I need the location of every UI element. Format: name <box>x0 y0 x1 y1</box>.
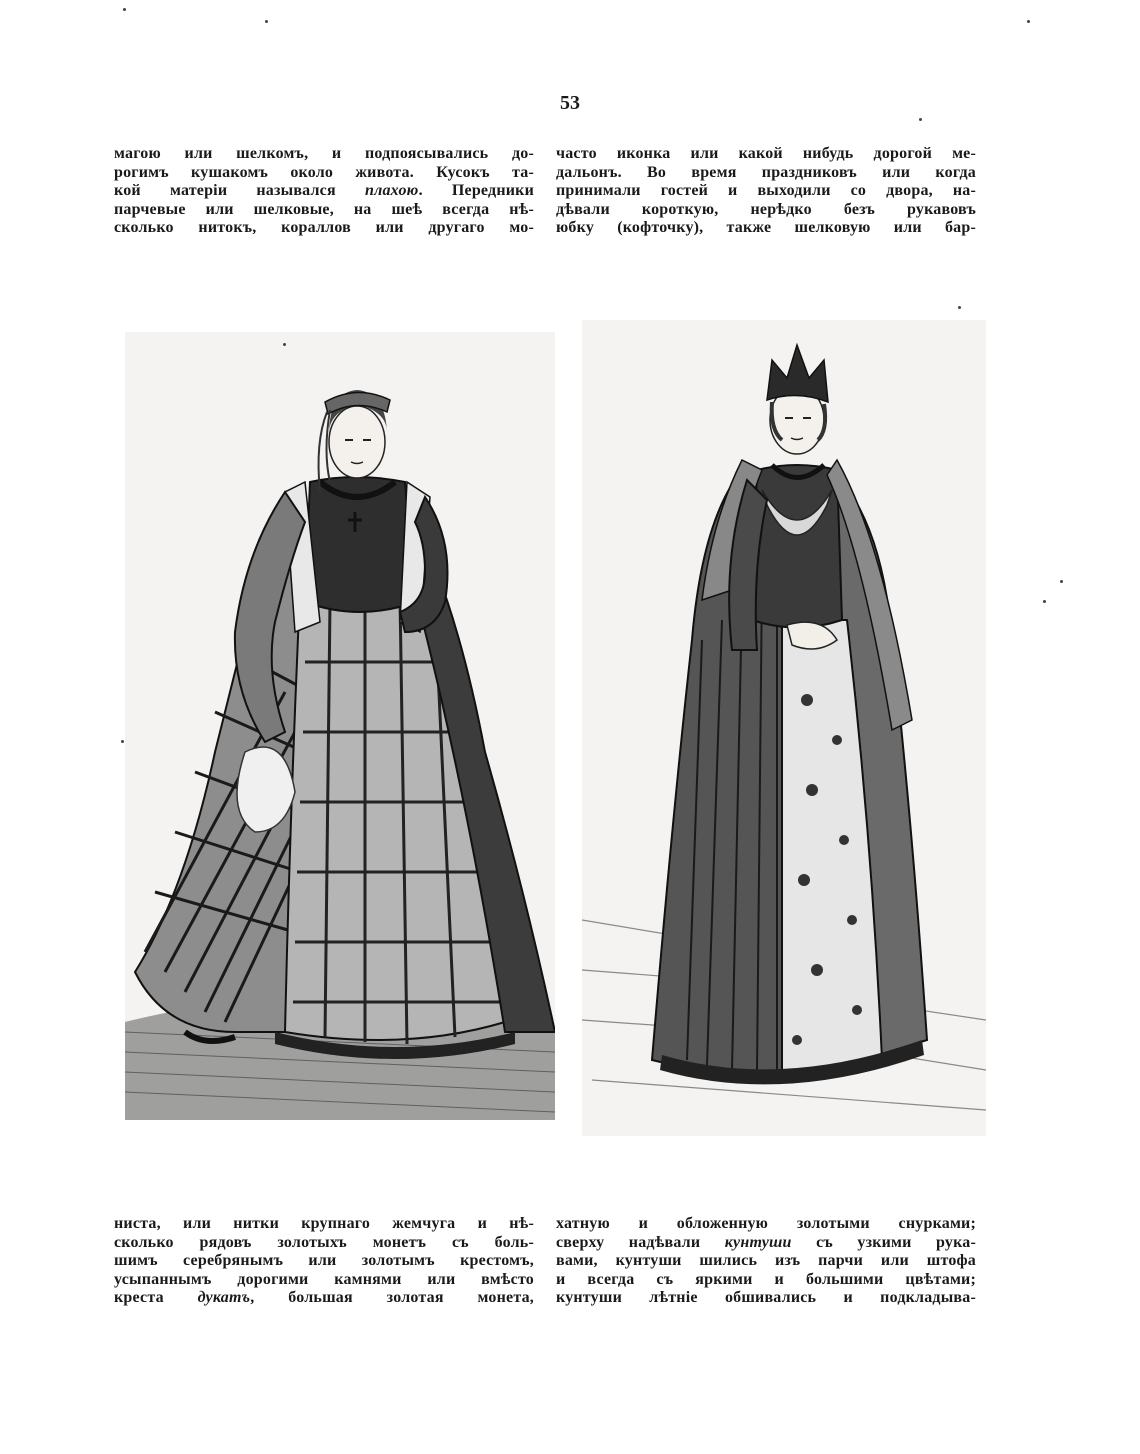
text-line <box>114 1289 534 1308</box>
text-column-bottom-left <box>114 1215 534 1308</box>
text-column-top-right <box>556 145 976 238</box>
text-line: и всегда съ яркими и большими цвѣтами; <box>556 1270 976 1288</box>
text-fragment: , большая золотая монета, <box>250 1289 534 1307</box>
text-line: магою или шелкомъ, и подпоясывались до- <box>114 145 534 162</box>
face <box>329 406 385 478</box>
scan-speck <box>121 740 124 743</box>
italic-term: кунтуши <box>724 1233 792 1251</box>
text-line: рогимъ кушакомъ около живота. Кусокъ та- <box>114 163 534 181</box>
scan-speck <box>958 306 961 309</box>
text-line: парчевые или шелковые, на шеѣ всегда нѣ- <box>114 200 534 218</box>
scan-speck <box>919 118 922 121</box>
engraving-right-svg <box>582 320 986 1136</box>
engraving-left-svg <box>125 332 555 1120</box>
text-line: сколько рядовъ золотыхъ монетъ съ боль- <box>114 1233 534 1251</box>
text-line: вами, кунтуши шились изъ парчи или штофа <box>556 1252 976 1270</box>
text-line: дѣвали короткую, нерѣдко безъ рукавовъ <box>556 200 976 218</box>
text-fragment: сверху надѣвали <box>556 1233 725 1251</box>
text-line: часто иконка или какой нибудь дорогой ме- <box>556 145 976 162</box>
engraving-woman-plaid-dress <box>125 332 555 1120</box>
text-fragment: кой матеріи назывался <box>114 182 365 200</box>
scan-speck <box>283 343 286 346</box>
scan-speck <box>265 20 268 23</box>
text-column-top-left <box>114 145 534 238</box>
text-column-bottom-right <box>556 1215 976 1308</box>
text-line: усыпаннымъ дорогими камнями или вмѣсто <box>114 1270 534 1288</box>
text-line: принимали гостей и выходили со двора, на- <box>556 182 976 200</box>
text-fragment: . Передники <box>418 182 534 200</box>
text-fragment: съ узкими рука- <box>791 1233 976 1251</box>
text-line: сколько нитокъ, кораллов или другаго мо- <box>114 219 534 237</box>
scan-speck <box>123 8 126 11</box>
italic-term: плахою <box>364 182 419 200</box>
page-number: 53 <box>560 92 580 114</box>
text-line: ниста, или нитки крупнаго жемчуга и нѣ- <box>114 1215 534 1232</box>
text-line: дальонъ. Во время праздниковъ или когда <box>556 163 976 181</box>
bodice <box>752 465 842 628</box>
text-line: юбку (кофточку), также шелковую или бар- <box>556 219 976 237</box>
engraving-woman-crown-headdress <box>582 320 986 1136</box>
text-line: шимъ серебрянымъ или золотымъ крестомъ, <box>114 1252 534 1270</box>
text-line: кунтуши лѣтніе обшивались и подкладыва- <box>556 1289 976 1307</box>
scan-speck <box>1027 20 1030 23</box>
text-line <box>556 1234 976 1253</box>
scan-speck <box>1043 600 1046 603</box>
italic-term: дукатъ <box>197 1289 251 1307</box>
text-line: хатную и обложенную золотыми снурками; <box>556 1215 976 1232</box>
crown-headdress <box>767 345 828 402</box>
text-fragment: креста <box>114 1289 198 1307</box>
scan-speck <box>1060 580 1063 583</box>
text-line <box>114 182 534 201</box>
